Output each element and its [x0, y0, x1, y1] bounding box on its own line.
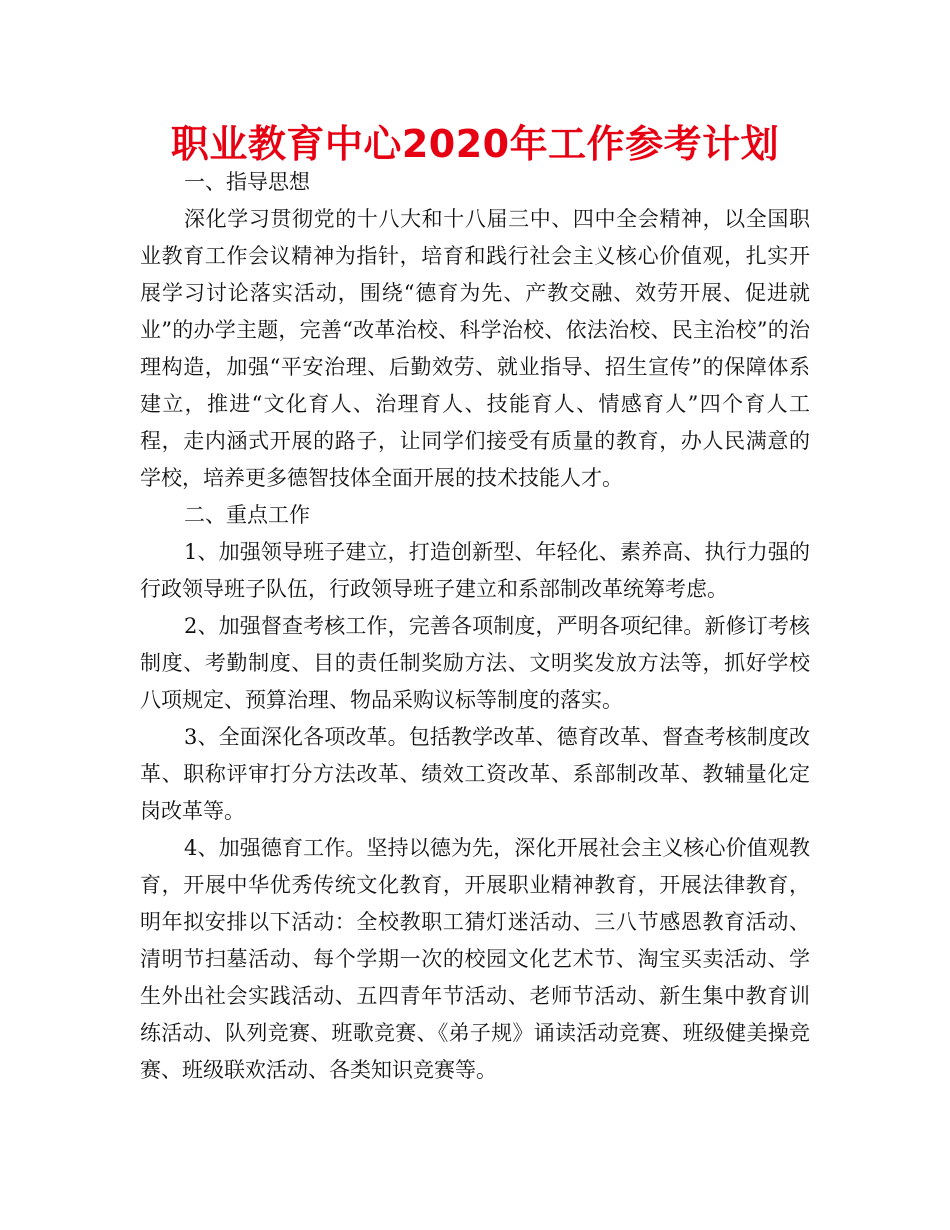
section-heading-key-work: 二、重点工作 [184, 503, 310, 527]
document-title: 职业教育中心2020年工作参考计划 [170, 122, 780, 166]
document-body [140, 164, 810, 1089]
paragraph-key-work-1: 1、加强领导班子建立，打造创新型、年轻化、素养高、执行力强的行政领导班子队伍，行政领导班子建立和系部制改革统筹考虑。 [140, 540, 810, 601]
paragraph-key-work-4: 4、加强德育工作。坚持以德为先，深化开展社会主义核心价值观教育，开展中华优秀传统文化教育，开展职业精神教育，开展法律教育，明年拟安排以下活动：全校教职工猜灯迷活动、三八节感恩教育活动、清明节扫墓活动、每个学期一次的校园文化艺术节、淘宝买卖活动、学生外出社会实践活动、五四青年节活动、老师节活动、新生集中教育训练活动、队列竞赛、班歌竞赛、《弟子规》诵读活动竞赛、班级健美操竞赛、班级联欢活动、各类知识竞赛等。 [140, 836, 810, 1082]
paragraph-key-work-2: 2、加强督查考核工作，完善各项制度，严明各项纪律。新修订考核制度、考勤制度、目的责任制奖励方法、文明奖发放方法等，抓好学校八项规定、预算治理、物品采购议标等制度的落实。 [140, 614, 810, 712]
section-heading-guiding-thought: 一、指导思想 [184, 170, 310, 194]
paragraph-key-work-3: 3、全面深化各项改革。包括教学改革、德育改革、督查考核制度改革、职称评审打分方法改革、绩效工资改革、系部制改革、教辅量化定岗改革等。 [140, 725, 810, 823]
paragraph-guiding-thought: 深化学习贯彻党的十八大和十八届三中、四中全会精神，以全国职业教育工作会议精神为指针，培育和践行社会主义核心价值观，扎实开展学习讨论落实活动，围绕“德育为先、产教交融、效劳开展、促进就业”的办学主题，完善“改革治校、科学治校、依法治校、民主治校”的治理构造，加强“平安治理、后勤效劳、就业指导、招生宣传”的保障体系建立，推进“文化育人、治理育人、技能育人、情感育人”四个育人工程，走内涵式开展的路子，让同学们接受有质量的教育，办人民满意的学校，培养更多德智技体全面开展的技术技能人才。 [140, 207, 810, 490]
